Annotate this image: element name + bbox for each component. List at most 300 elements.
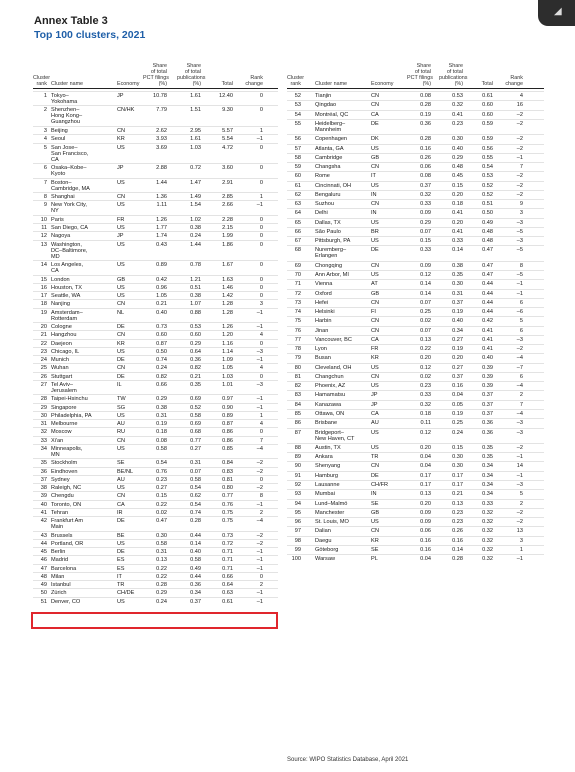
- cell-pct: 0.31: [156, 549, 167, 555]
- row-divider: [287, 418, 544, 419]
- cell-economy: IN: [371, 210, 377, 217]
- cell-name: Suzhou: [315, 201, 334, 208]
- cell-total: 0.32: [482, 537, 493, 544]
- cell-rank: 97: [294, 528, 301, 535]
- cell-change: 3: [519, 537, 523, 544]
- cell-name: San Jose– San Francisco, CA: [51, 144, 89, 163]
- cell-pub: 0.54: [190, 501, 201, 508]
- cell-name: Tokyo– Yokohama: [51, 93, 78, 105]
- row-divider: [287, 517, 544, 518]
- cell-rank: 78: [294, 346, 301, 353]
- cell-pct: 0.19: [156, 421, 167, 428]
- cell-pub: 1.61: [190, 93, 201, 99]
- cell-rank: 17: [40, 293, 47, 300]
- cell-total: 0.63: [222, 590, 233, 597]
- row-divider: [287, 227, 544, 228]
- row-divider: [33, 299, 278, 300]
- cell-rank: 42: [40, 518, 47, 525]
- header-rule: [287, 88, 544, 89]
- cell-pub: 0.27: [190, 445, 201, 452]
- cell-rank: 41: [40, 509, 47, 516]
- cell-pct: 0.21: [156, 301, 167, 308]
- cell-total: 0.84: [222, 460, 233, 467]
- cell-total: 0.39: [482, 373, 493, 380]
- cell-name: Ottawa, ON: [315, 410, 345, 417]
- cell-pct: 0.09: [420, 210, 431, 217]
- row-divider: [33, 291, 278, 292]
- cell-pub: 0.68: [190, 429, 201, 436]
- cell-pct: 0.29: [156, 590, 167, 597]
- row-divider: [287, 536, 544, 537]
- cell-rank: 40: [40, 501, 47, 508]
- cell-economy: US: [117, 412, 125, 419]
- cell-economy: CH/DE: [117, 590, 135, 597]
- cell-total: 4.72: [222, 144, 233, 151]
- cell-pub: 1.02: [190, 216, 201, 223]
- cell-name: Madrid: [51, 557, 69, 564]
- cell-rank: 48: [40, 573, 47, 580]
- cell-total: 2.91: [222, 179, 233, 186]
- cell-name: Houston, TX: [51, 284, 82, 291]
- cell-total: 0.32: [482, 528, 493, 535]
- row-divider: [33, 308, 278, 309]
- row-divider: [33, 483, 278, 484]
- header-change: Rank change: [245, 75, 263, 87]
- cell-name: Hefei: [315, 299, 329, 306]
- cell-pub: 0.17: [452, 472, 463, 479]
- cell-pub: 1.44: [190, 241, 201, 248]
- cell-name: Washington, DC–Baltimore, MD: [51, 241, 88, 260]
- cell-rank: 34: [40, 445, 47, 452]
- header-economy: Economy: [117, 81, 140, 87]
- cell-pct: 0.12: [420, 272, 431, 279]
- cell-name: Phoenix, AZ: [315, 383, 346, 390]
- row-divider: [33, 260, 278, 261]
- cell-name: Helsinki: [315, 309, 335, 316]
- cell-pct: 0.16: [420, 546, 431, 553]
- cell-total: 0.34: [482, 463, 493, 470]
- cell-pct: 0.13: [420, 491, 431, 498]
- cell-economy: JP: [117, 165, 124, 172]
- cell-economy: CN: [117, 301, 126, 308]
- cell-name: Delhi: [315, 210, 328, 217]
- cell-pct: 0.73: [156, 324, 167, 331]
- cell-change: –2: [516, 191, 523, 198]
- cell-change: 0: [259, 179, 263, 186]
- cell-pct: 0.15: [156, 493, 167, 500]
- cell-pct: 0.22: [156, 501, 167, 508]
- cell-total: 0.36: [482, 429, 493, 436]
- cell-change: 14: [516, 463, 523, 470]
- row-divider: [33, 555, 278, 556]
- cell-pub: 0.31: [190, 460, 201, 467]
- cell-pub: 0.69: [190, 396, 201, 403]
- cell-total: 0.44: [482, 290, 493, 297]
- cell-rank: 66: [294, 228, 301, 235]
- cell-rank: 28: [40, 396, 47, 403]
- row-divider: [33, 547, 278, 548]
- cell-pub: 0.64: [190, 348, 201, 355]
- cell-economy: US: [371, 145, 379, 152]
- cell-pct: 0.15: [420, 238, 431, 245]
- cell-economy: CN: [371, 299, 380, 306]
- cell-rank: 80: [294, 364, 301, 371]
- cell-economy: BE/NL: [117, 468, 134, 475]
- cell-pct: 0.29: [156, 396, 167, 403]
- cell-change: 2: [519, 392, 523, 399]
- cell-pub: 1.51: [190, 107, 201, 114]
- cell-change: 1: [259, 412, 263, 419]
- row-divider: [33, 355, 278, 356]
- cell-economy: CH/FR: [371, 482, 389, 488]
- cell-economy: ES: [117, 565, 125, 572]
- cell-name: Chicago, IL: [51, 348, 80, 355]
- cell-name: Warsaw: [315, 556, 335, 563]
- cell-pub: 0.41: [452, 228, 463, 235]
- cell-rank: 37: [40, 476, 47, 483]
- cell-rank: 54: [294, 111, 301, 118]
- cell-economy: AU: [117, 421, 125, 428]
- cell-name: Stockholm: [51, 460, 78, 467]
- cell-name: Dalian: [315, 528, 331, 535]
- row-divider: [33, 458, 278, 459]
- cell-change: 0: [259, 216, 263, 223]
- highlight-box-chengdu: [31, 612, 278, 629]
- cell-name: Daegu: [315, 537, 332, 544]
- cell-economy: DE: [117, 373, 125, 380]
- cell-total: 1.09: [222, 357, 233, 364]
- cell-rank: 45: [40, 549, 47, 555]
- row-divider: [287, 270, 544, 271]
- cell-name: Cambridge: [315, 154, 343, 161]
- cell-pub: 0.25: [452, 420, 463, 427]
- cell-name: Ann Arbor, MI: [315, 272, 349, 279]
- cell-rank: 58: [294, 154, 301, 161]
- cell-pub: 0.14: [452, 247, 463, 254]
- cell-pct: 0.13: [156, 557, 167, 564]
- cell-change: 0: [259, 107, 263, 114]
- cell-change: 0: [259, 276, 263, 283]
- cell-total: 0.59: [482, 136, 493, 143]
- cell-pub: 0.35: [452, 272, 463, 279]
- cell-economy: CN: [371, 463, 380, 470]
- cell-economy: DK: [371, 136, 379, 143]
- cell-total: 0.52: [482, 191, 493, 198]
- cell-rank: 87: [294, 429, 301, 436]
- cell-total: 0.97: [222, 396, 233, 403]
- cell-economy: US: [371, 519, 379, 526]
- cell-pct: 0.28: [420, 136, 431, 143]
- cell-rank: 75: [294, 318, 301, 325]
- cell-pub: 0.35: [190, 381, 201, 388]
- cell-pub: 0.16: [452, 383, 463, 390]
- cell-name: Istanbul: [51, 582, 71, 588]
- row-divider: [287, 499, 544, 500]
- cell-total: 0.34: [482, 491, 493, 498]
- cell-total: 0.41: [482, 327, 493, 334]
- cell-total: 0.90: [222, 404, 233, 411]
- cell-pub: 0.38: [190, 225, 201, 232]
- cell-rank: 19: [40, 309, 47, 316]
- cell-pub: 0.34: [452, 327, 463, 334]
- cell-pct: 0.02: [420, 318, 431, 325]
- header-rule: [33, 88, 278, 89]
- cell-change: –1: [256, 202, 263, 209]
- cell-economy: SG: [117, 404, 126, 411]
- window-corner-button[interactable]: [538, 0, 575, 26]
- row-divider: [287, 261, 544, 262]
- cell-pct: 0.47: [156, 518, 167, 525]
- cell-economy: US: [371, 219, 379, 226]
- cell-pct: 0.23: [420, 383, 431, 390]
- cell-name: Cincinnati, OH: [315, 182, 352, 189]
- cell-name: Kanazawa: [315, 401, 342, 408]
- cell-pub: 0.30: [452, 281, 463, 288]
- cell-rank: 8: [43, 194, 47, 201]
- cell-rank: 30: [40, 412, 47, 419]
- row-divider: [33, 564, 278, 565]
- cell-economy: JP: [371, 401, 378, 408]
- cell-economy: AT: [371, 281, 378, 288]
- cell-pct: 2.62: [156, 128, 167, 135]
- cell-pub: 0.19: [452, 410, 463, 417]
- row-divider: [287, 381, 544, 382]
- cell-pub: 0.53: [452, 93, 463, 99]
- cell-pub: 0.20: [452, 219, 463, 226]
- cell-change: 7: [519, 401, 523, 408]
- row-divider: [33, 475, 278, 476]
- cell-name: Oxford: [315, 290, 332, 297]
- row-divider: [33, 91, 278, 92]
- cell-rank: 67: [294, 238, 301, 245]
- cell-total: 0.56: [482, 145, 493, 152]
- cell-total: 0.51: [482, 201, 493, 208]
- cell-change: 8: [259, 493, 263, 500]
- row-divider: [287, 471, 544, 472]
- cell-change: –1: [256, 598, 263, 605]
- cell-change: –1: [256, 324, 263, 331]
- cell-pct: 0.27: [156, 485, 167, 492]
- cell-total: 0.73: [222, 532, 233, 539]
- row-divider: [33, 215, 278, 216]
- cell-rank: 15: [40, 276, 47, 283]
- cell-economy: US: [371, 429, 379, 436]
- cell-economy: NL: [117, 309, 125, 316]
- cell-economy: US: [117, 598, 125, 605]
- cell-change: 0: [259, 284, 263, 291]
- cell-economy: SE: [371, 500, 379, 507]
- row-divider: [287, 443, 544, 444]
- row-divider: [33, 380, 278, 381]
- cell-pct: 0.12: [420, 364, 431, 371]
- cell-change: –1: [256, 557, 263, 564]
- cell-rank: 76: [294, 327, 301, 334]
- cell-name: São Paulo: [315, 228, 341, 235]
- cell-name: Pittsburgh, PA: [315, 238, 351, 245]
- cell-economy: KR: [371, 537, 379, 544]
- cell-rank: 91: [294, 472, 301, 479]
- cell-name: Shenzhen– Hong Kong– Guangzhou: [51, 107, 83, 126]
- row-divider: [287, 526, 544, 527]
- row-divider: [287, 363, 544, 364]
- cell-total: 0.55: [482, 154, 493, 161]
- cell-economy: CN: [117, 194, 126, 201]
- cell-pct: 0.18: [156, 429, 167, 436]
- row-divider: [33, 363, 278, 364]
- cell-pct: 0.09: [420, 262, 431, 269]
- cell-pub: 0.60: [190, 332, 201, 339]
- cell-change: 7: [259, 437, 263, 444]
- cell-pub: 0.37: [452, 373, 463, 380]
- cell-rank: 22: [40, 340, 47, 347]
- cell-total: 0.47: [482, 247, 493, 254]
- cell-name: Eindhoven: [51, 468, 78, 475]
- cell-economy: CN: [117, 437, 126, 444]
- row-divider: [287, 428, 544, 429]
- cell-name: Atlanta, GA: [315, 145, 344, 152]
- cell-name: Melbourne: [51, 421, 78, 428]
- cell-economy: AU: [371, 420, 379, 427]
- header-pub: Share of total publications (%): [439, 63, 468, 87]
- cell-total: 0.47: [482, 262, 493, 269]
- cell-change: –2: [516, 182, 523, 189]
- cell-change: –2: [516, 136, 523, 143]
- cell-economy: CN: [371, 201, 380, 208]
- cell-total: 12.40: [219, 93, 233, 99]
- cell-change: 6: [519, 327, 523, 334]
- cell-change: –1: [516, 281, 523, 288]
- cell-pub: 1.07: [190, 301, 201, 308]
- cell-economy: KR: [371, 355, 379, 362]
- cell-pub: 0.38: [190, 293, 201, 300]
- cell-pct: 0.66: [156, 381, 167, 388]
- cell-change: –1: [516, 556, 523, 563]
- cell-rank: 81: [294, 373, 301, 380]
- cell-total: 1.20: [222, 332, 233, 339]
- row-divider: [287, 326, 544, 327]
- header-rank: Cluster rank: [33, 75, 51, 87]
- cell-pct: 0.96: [156, 284, 167, 291]
- cell-economy: US: [117, 284, 125, 291]
- cell-change: 5: [519, 491, 523, 498]
- row-divider: [287, 307, 544, 308]
- cell-change: 5: [519, 318, 523, 325]
- cell-change: 0: [259, 476, 263, 483]
- cell-total: 1.63: [222, 276, 233, 283]
- cell-name: Cleveland, OH: [315, 364, 352, 371]
- cell-pub: 0.78: [190, 262, 201, 269]
- cell-name: London: [51, 276, 70, 283]
- cell-total: 0.76: [222, 501, 233, 508]
- row-divider: [33, 508, 278, 509]
- cell-rank: 95: [294, 509, 301, 516]
- cell-name: Denver, CO: [51, 598, 81, 605]
- cell-rank: 100: [291, 556, 301, 563]
- cell-pub: 0.29: [452, 154, 463, 161]
- cell-economy: US: [371, 238, 379, 245]
- header-rank: Cluster rank: [287, 75, 305, 87]
- cell-rank: 39: [40, 493, 47, 500]
- row-divider: [33, 143, 278, 144]
- cell-rank: 94: [294, 500, 301, 507]
- row-divider: [287, 344, 544, 345]
- cell-pct: 0.28: [420, 102, 431, 109]
- cell-pct: 0.09: [420, 509, 431, 516]
- cell-economy: AU: [117, 476, 125, 483]
- cell-name: Jinan: [315, 327, 329, 334]
- cell-rank: 92: [294, 482, 301, 488]
- cell-total: 0.77: [222, 493, 233, 500]
- cell-rank: 6: [43, 165, 47, 172]
- cell-economy: JP: [117, 93, 124, 99]
- cell-change: –2: [516, 145, 523, 152]
- cell-name: Xi'an: [51, 437, 64, 444]
- cell-rank: 12: [40, 233, 47, 240]
- cell-economy: CA: [117, 501, 125, 508]
- row-divider: [33, 467, 278, 468]
- cell-economy: DE: [371, 472, 379, 479]
- cell-total: 0.32: [482, 519, 493, 526]
- cell-pct: 0.12: [420, 429, 431, 436]
- cell-change: 9: [519, 201, 523, 208]
- cell-change: –6: [516, 309, 523, 316]
- cell-change: 0: [259, 225, 263, 232]
- cell-change: –1: [516, 454, 523, 461]
- cell-economy: CA: [371, 410, 379, 417]
- cell-rank: 10: [40, 216, 47, 223]
- cell-total: 1.86: [222, 241, 233, 248]
- cell-name: Sydney: [51, 476, 70, 483]
- cell-total: 0.34: [482, 472, 493, 479]
- cell-total: 0.37: [482, 410, 493, 417]
- cell-economy: IN: [371, 491, 377, 498]
- cell-pct: 3.69: [156, 144, 167, 151]
- cell-economy: IN: [371, 191, 377, 198]
- cell-total: 0.39: [482, 364, 493, 371]
- cell-total: 0.64: [222, 582, 233, 588]
- cell-change: 4: [519, 93, 523, 99]
- cell-name: Bridgeport– New Haven, CT: [315, 429, 355, 442]
- cell-pct: 0.42: [156, 276, 167, 283]
- row-divider: [287, 390, 544, 391]
- cell-change: 13: [516, 528, 523, 535]
- cell-economy: US: [117, 485, 125, 492]
- cell-economy: KR: [117, 340, 125, 347]
- cell-economy: CN: [371, 528, 380, 535]
- cell-pub: 0.28: [452, 556, 463, 563]
- cell-total: 1.99: [222, 233, 233, 240]
- row-divider: [33, 192, 278, 193]
- cell-change: –1: [516, 290, 523, 297]
- cell-change: 0: [259, 241, 263, 248]
- cell-economy: GB: [371, 290, 380, 297]
- cell-change: 0: [259, 573, 263, 580]
- cell-pub: 0.36: [190, 582, 201, 588]
- cell-economy: US: [117, 225, 125, 232]
- right-table: [287, 56, 544, 756]
- row-divider: [33, 126, 278, 127]
- cell-economy: SE: [371, 546, 379, 553]
- row-divider: [33, 531, 278, 532]
- cell-rank: 1: [43, 93, 47, 99]
- header-total: Total: [481, 81, 493, 87]
- cell-economy: KR: [117, 136, 125, 143]
- cell-rank: 43: [40, 532, 47, 539]
- cell-economy: GB: [371, 509, 380, 516]
- cell-change: 2: [259, 509, 263, 516]
- cell-pub: 0.33: [452, 238, 463, 245]
- row-divider: [33, 339, 278, 340]
